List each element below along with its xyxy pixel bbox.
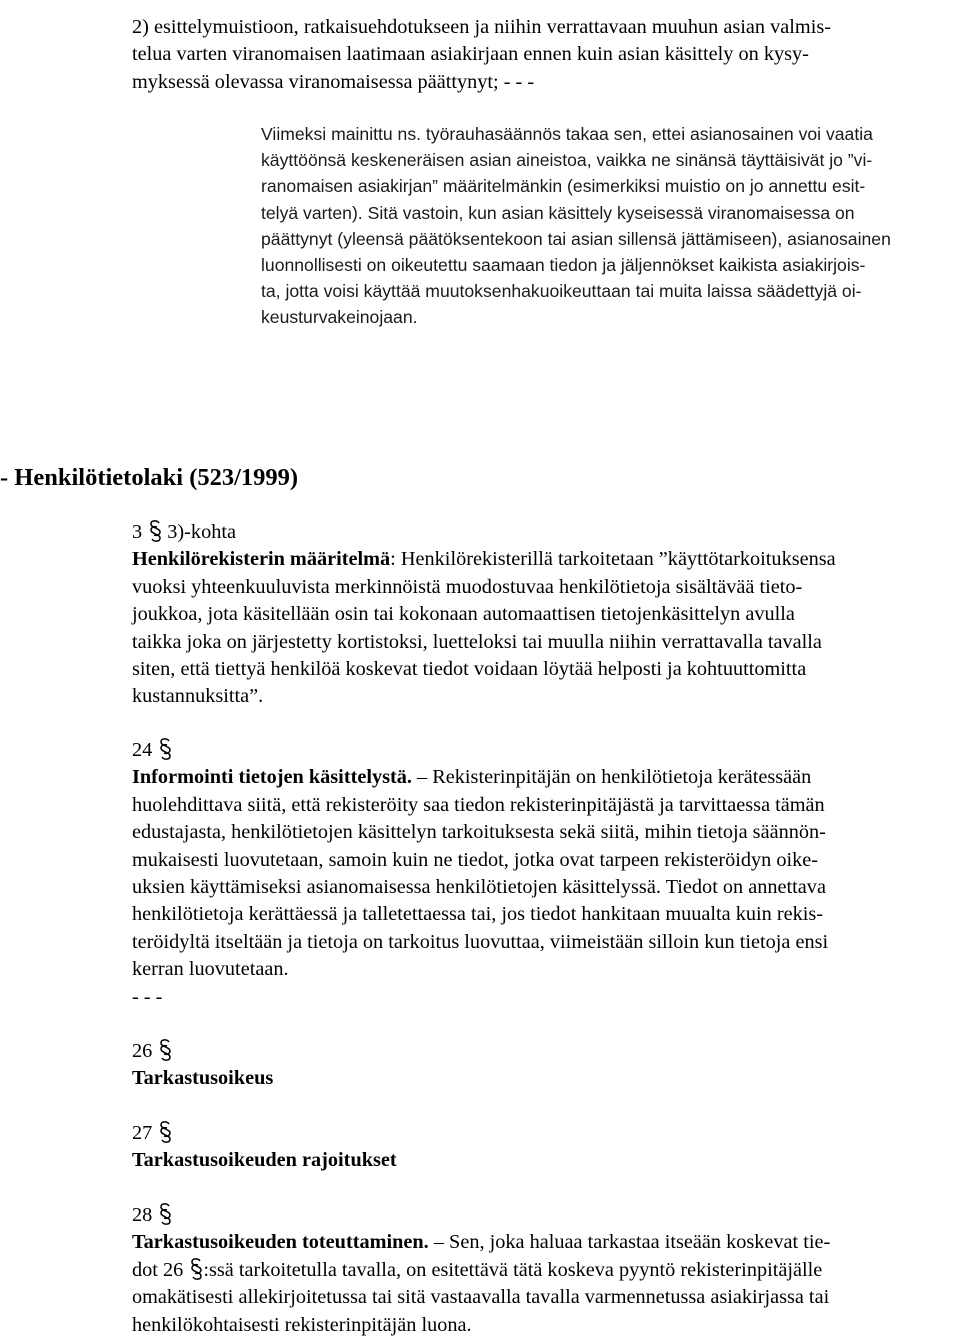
- commentary-line: päättynyt (yleensä päätöksentekoon tai asian sillensä jättämiseen), asianosainen: [261, 228, 891, 249]
- definition-line: joukkoa, jota käsitellään osin tai kokonaan automaattisen tietojenkäsittelyn avulla: [132, 603, 795, 626]
- section-title: Tarkastusoikeuden toteuttaminen.: [132, 1231, 429, 1254]
- section-title: Tarkastusoikeuden rajoitukset: [132, 1149, 397, 1172]
- commentary-line: ranomaisen asiakirjan” määritelmänkin (esimerkiksi muistio on jo annettu esit-: [261, 176, 866, 197]
- section-body-line: Tarkastusoikeuden toteuttaminen. – Sen, joka haluaa tarkastaa itseään koskevat tie-: [132, 1231, 831, 1254]
- section-body-line: omakätisesti allekirjoitetussa tai sitä vastaavalla tavalla varmennetussa asiakirjassa tai: [132, 1286, 830, 1309]
- section-28: [132, 1202, 830, 1339]
- commentary-line: telyä varten). Sitä vastoin, kun asian käsittely kyseisessä viranomaisessa on: [261, 202, 855, 223]
- law-heading: - Henkilötietolaki (523/1999): [0, 464, 299, 491]
- section-sign-icon: [190, 1258, 203, 1280]
- intro-paragraph: [132, 14, 831, 96]
- commentary-line: luonnollisesti on oikeutettu saamaan tiedon ja jäljennökset kaikista asiakirjois-: [261, 255, 866, 276]
- section-sign-icon: [159, 738, 172, 760]
- definition-line: taikka joka on järjestetty kortistoksi, luetteloksi tai muulla niihin verrattavalla tavalla: [132, 630, 822, 653]
- intro-line: myksessä olevassa viranomaisessa päättynyt; - - -: [132, 70, 535, 93]
- section-sign-icon: [159, 1203, 172, 1225]
- commentary-line: keusturvakeinojaan.: [261, 307, 418, 328]
- section-27: [132, 1120, 397, 1175]
- section-26: [132, 1038, 273, 1093]
- commentary-line: käyttöönsä keskeneräisen asian aineistoa, vaikka ne sinänsä täyttäisivät jo ”vi-: [261, 150, 873, 171]
- section-ref: 24: [132, 737, 828, 764]
- section-body-line: teröidyltä itseltään ja tietoja on tarkoitus luovuttaa, viimeistään silloin kun tietoja ensi: [132, 930, 829, 953]
- section-sign-icon: [159, 1039, 172, 1061]
- section-title: Tarkastusoikeus: [132, 1067, 274, 1090]
- definition-line: kustannuksitta”.: [132, 685, 264, 708]
- section-3: [132, 519, 836, 711]
- section-ref: 27: [132, 1120, 397, 1147]
- section-sign-icon: [159, 1121, 172, 1143]
- section-body-line: Informointi tietojen käsittelystä. – Rekisterinpitäjän on henkilötietoja kerätessään: [132, 766, 812, 789]
- commentary-paragraph: [261, 121, 891, 331]
- section-body-line: huolehdittava siitä, että rekisteröity saa tiedon rekisterinpitäjästä ja tarvittaessa tämän: [132, 793, 825, 816]
- omission-marker: - - -: [132, 985, 163, 1008]
- section-ref: 3 3)-kohta: [132, 521, 236, 543]
- section-body-line: henkilötietoja kerättäessä ja talletettaessa tai, jos tiedot hankitaan muualta kuin rekis-: [132, 903, 824, 926]
- commentary-line: ta, jotta voisi käyttää muutoksenhakuoikeuttaan tai muita laissa säädettyjä oi-: [261, 281, 862, 302]
- intro-line: telua varten viranomaisen laatimaan asiakirjaan ennen kuin asian käsittely on kysy-: [132, 43, 809, 66]
- definition-term: Henkilörekisterin määritelmä: [132, 548, 391, 571]
- section-ref: 28: [132, 1202, 830, 1229]
- definition-line: Henkilörekisterin määritelmä: Henkilörekisterillä tarkoitetaan ”käyttötarkoituksensa: [132, 548, 836, 571]
- section-body-line: kerran luovutetaan.: [132, 958, 289, 981]
- section-title: Informointi tietojen käsittelystä.: [132, 766, 412, 789]
- commentary-line: Viimeksi mainittu ns. työrauhasäännös takaa sen, ettei asianosainen voi vaatia: [261, 124, 873, 144]
- section-body-line: edustajasta, henkilötietojen käsittelyn tarkoituksesta sekä siitä, mihin tietoja säännön-: [132, 821, 826, 844]
- intro-line: 2) esittelymuistioon, ratkaisuehdotukseen ja niihin verrattavaan muuhun asian valmis-: [132, 16, 831, 38]
- section-24: [132, 737, 828, 1011]
- definition-line: vuoksi yhteenkuuluvista merkinnöistä muodostuvaa henkilötietoja sisältävää tieto-: [132, 575, 803, 598]
- cropped-top-text: [132, 0, 552, 1]
- section-body-line: henkilökohtaisesti rekisterinpitäjän luona.: [132, 1313, 472, 1336]
- section-body-line: dot 26 :ssä tarkoitetulla tavalla, on esitettävä tätä koskeva pyyntö rekisterinpitäjälle: [132, 1258, 823, 1281]
- definition-line: siten, että tiettyä henkilöä koskevat tiedot voidaan löytää helposti ja kohtuuttomitta: [132, 658, 807, 681]
- section-body-line: uksien käyttämiseksi asianomaisessa henkilötietojen käsittelyssä. Tiedot on annettava: [132, 876, 826, 899]
- section-sign-icon: [149, 520, 162, 542]
- section-body-line: mukaisesti luovutetaan, samoin kuin ne tiedot, jotka ovat tarpeen rekisteröidyn oike-: [132, 848, 819, 871]
- section-ref: 26: [132, 1038, 273, 1065]
